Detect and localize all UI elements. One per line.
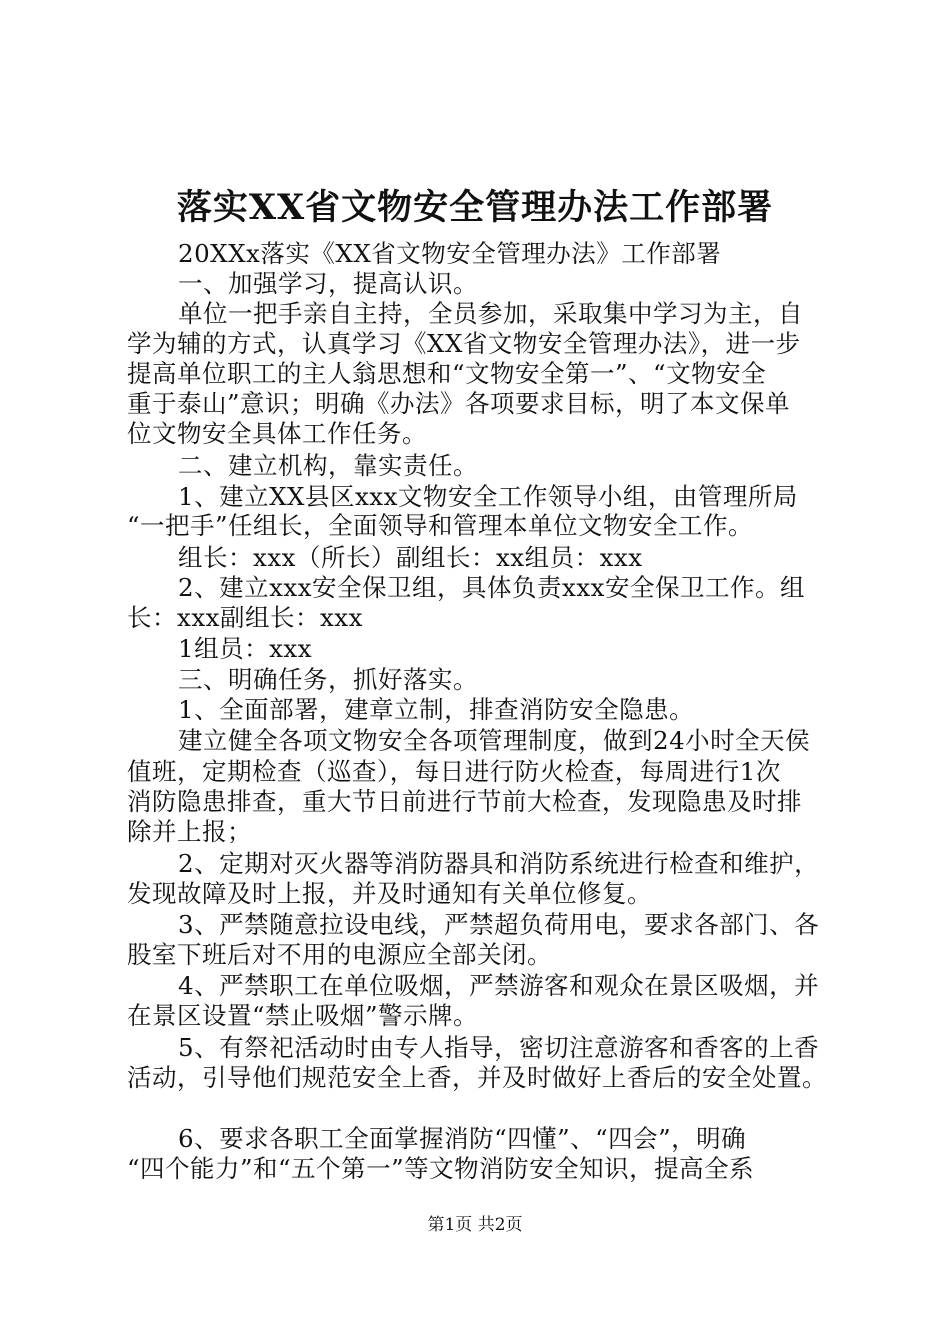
paragraph-line: 5、有祭祀活动时由专人指导，密切注意游客和香客的上香: [178, 1033, 820, 1062]
document-title: 落实XX省文物安全管理办法工作部署: [176, 187, 774, 228]
paragraph-line: 单位一把手亲自主持，全员参加，采取集中学习为主，自: [178, 299, 803, 328]
paragraph-line: 学为辅的方式，认真学习《XX省文物安全管理办法》，进一步: [127, 329, 801, 358]
paragraph-line: 活动，引导他们规范安全上香，并及时做好上香后的安全处置。: [127, 1063, 827, 1092]
paragraph-line: 一、加强学习，提高认识。: [178, 269, 478, 298]
paragraph-line: 提高单位职工的主人翁思想和“文物安全第一”、“文物安全: [127, 359, 767, 388]
paragraph-line: 2、建立xxx安全保卫组，具体负责xxx安全保卫工作。组: [178, 573, 805, 602]
paragraph-line: 组长：xxx（所长）副组长：xx组员：xxx: [178, 543, 643, 572]
paragraph-line: 二、建立机构，靠实责任。: [178, 451, 478, 480]
paragraph-line: 1组员：xxx: [178, 634, 313, 663]
paragraph-line: “四个能力”和“五个第一”等文物消防安全知识，提高全系: [127, 1154, 755, 1183]
paragraph-line: 长：xxx副组长：xxx: [127, 603, 363, 632]
paragraph-line: 消防隐患排查，重大节日前进行节前大检查，发现隐患及时排: [127, 787, 802, 816]
paragraph-line: 4、严禁职工在单位吸烟，严禁游客和观众在景区吸烟，并: [178, 971, 820, 1000]
paragraph-line: 股室下班后对不用的电源应全部关闭。: [127, 940, 552, 969]
paragraph-line: “一把手”任组长，全面领导和管理本单位文物安全工作。: [127, 511, 754, 540]
paragraph-line: 20XXx落实《XX省文物安全管理办法》工作部署: [178, 239, 722, 268]
paragraph-line: 在景区设置“禁止吸烟”警示牌。: [127, 1001, 479, 1030]
paragraph-line: 建立健全各项文物安全各项管理制度，做到24小时全天侯: [178, 726, 811, 755]
paragraph-line: 6、要求各职工全面掌握消防“四懂”、“四会”，明确: [178, 1124, 747, 1153]
paragraph-line: 2、定期对灭火器等消防器具和消防系统进行检查和维护，: [178, 849, 820, 878]
paragraph-line: 值班，定期检查（巡查），每日进行防火检查，每周进行1次: [127, 757, 781, 786]
paragraph-line: 三、明确任务，抓好落实。: [178, 665, 478, 694]
page-footer: 第1页 共2页: [427, 1215, 523, 1235]
paragraph-line: 1、建立XX县区xxx文物安全工作领导小组，由管理所局: [178, 482, 798, 511]
paragraph-line: 位文物安全具体工作任务。: [127, 419, 427, 448]
paragraph-line: 3、严禁随意拉设电线，严禁超负荷用电，要求各部门、各: [178, 910, 820, 939]
paragraph-line: 发现故障及时上报，并及时通知有关单位修复。: [127, 879, 652, 908]
paragraph-line: 重于泰山”意识；明确《办法》各项要求目标，明了本文保单: [127, 389, 791, 418]
paragraph-line: 除并上报；: [127, 817, 252, 846]
paragraph-line: 1、全面部署，建章立制，排查消防安全隐患。: [178, 695, 695, 724]
